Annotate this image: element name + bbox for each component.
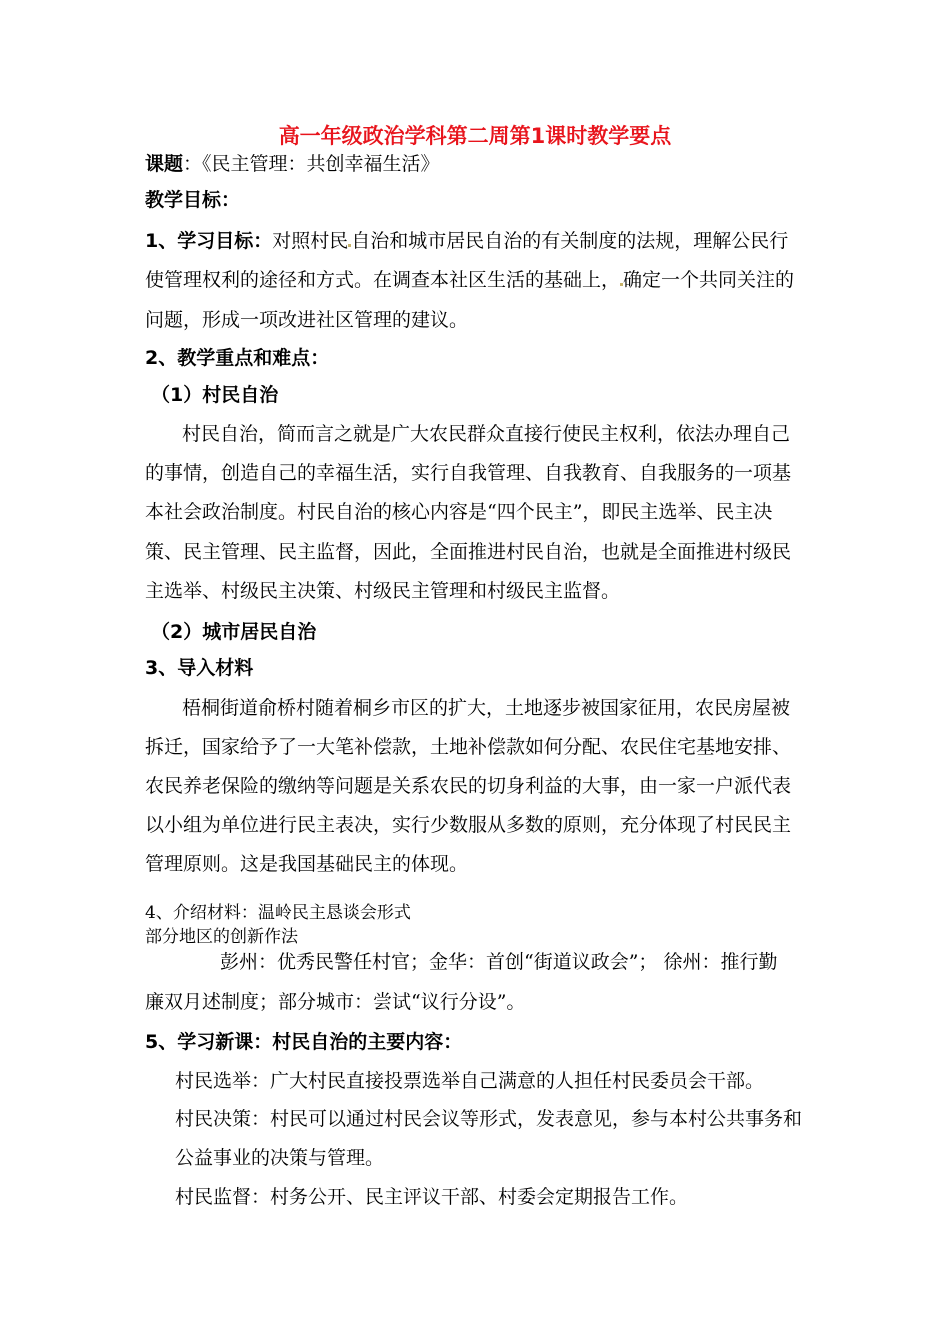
s3-para-line-5: 管理原则。这是我国基础民主的体现。 <box>145 853 469 875</box>
objectives-heading: 教学目标： <box>145 189 241 211</box>
s2-para-line-4: 策、民主管理、民主监督，因此，全面推进村民自治，也就是全面推进村级民 <box>145 541 792 563</box>
s2-para-line-2: 的事情，创造自己的幸福生活，实行自我管理、自我教育、自我服务的一项基 <box>145 462 792 484</box>
s3-para-line-1: 梧桐街道俞桥村随着桐乡市区的扩大，土地逐步被国家征用，农民房屋被 <box>182 697 791 719</box>
s2-para-line-5: 主选举、村级民主决策、村级民主管理和村级民主监督。 <box>145 580 621 602</box>
topic-text: 《民主管理：共创幸福生活》 <box>202 153 440 175</box>
topic-label: 课题 <box>145 153 184 175</box>
s2-sub-1: （1）村民自治 <box>151 384 279 406</box>
s1-text-1a: 对照村民 <box>272 230 349 252</box>
s1-text-2a: 使管理权利的途径和方式。在调查本社区生活的基础上， <box>145 269 621 291</box>
s5-heading: 5、学习新课：村民自治的主要内容： <box>145 1031 463 1053</box>
s3-para-line-3: 农民养老保险的缴纳等问题是关系农民的切身利益的大事，由一家一户派代表 <box>145 775 792 797</box>
s1-line-3: 问题，形成一项改进社区管理的建议。 <box>145 309 469 331</box>
s1-text-2b: 确定一个共同关注的 <box>623 269 795 291</box>
s1-text-1b: 自治和城市居民自治的有关制度的法规，理解公民行 <box>351 230 789 252</box>
s1-line-1 <box>145 229 788 253</box>
s3-para-line-4: 以小组为单位进行民主表决，实行少数服从多数的原则，充分体现了村民民主 <box>145 814 792 836</box>
s5-line-2: 村民决策：村民可以通过村民会议等形式，发表意见，参与本村公共事务和 <box>175 1108 803 1130</box>
topic-line <box>145 152 440 176</box>
s5-line-3: 公益事业的决策与管理。 <box>175 1147 385 1169</box>
s2-sub-2: （2）城市居民自治 <box>151 621 317 643</box>
s2-para-line-1: 村民自治，简而言之就是广大农民群众直接行使民主权利，依法办理自己 <box>182 423 791 445</box>
page-title: 高一年级政治学科第二周第1课时教学要点 <box>278 124 672 148</box>
s4-line-2: 廉双月述制度；部分城市：尝试“议行分设”。 <box>145 991 526 1013</box>
s5-line-4: 村民监督：村务公开、民主评议干部、村委会定期报告工作。 <box>175 1186 689 1208</box>
s1-line-2 <box>145 268 794 292</box>
s1-label: 1、学习目标： <box>145 230 273 252</box>
s4-sub: 部分地区的创新作法 <box>145 927 298 947</box>
s4-heading: 4、介绍材料：温岭民主恳谈会形式 <box>145 903 411 923</box>
s3-para-line-2: 拆迁，国家给予了一大笔补偿款，土地补偿款如何分配、农民住宅基地安排、 <box>145 736 792 758</box>
s2-heading: 2、教学重点和难点： <box>145 347 330 369</box>
topic-colon: ： <box>183 153 203 175</box>
s2-para-line-3: 本社会政治制度。村民自治的核心内容是“四个民主”，即民主选举、民主决 <box>145 501 773 523</box>
s4-line-1: 彭州：优秀民警任村官；金华：首创“街道议政会”； 徐州：推行勤 <box>220 951 778 973</box>
s3-heading: 3、导入材料 <box>145 657 254 679</box>
s5-line-1: 村民选举：广大村民直接投票选举自己满意的人担任村民委员会干部。 <box>175 1070 765 1092</box>
